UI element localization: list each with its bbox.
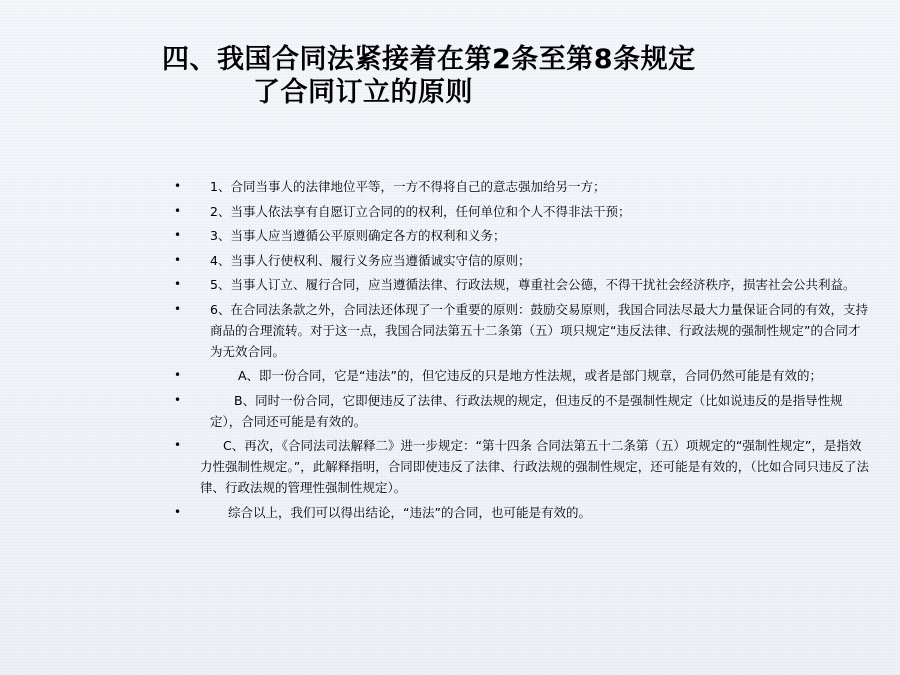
- bullet-text: 1、合同当事人的法律地位平等，一方不得将自己的意志强加给另一方；: [210, 179, 606, 194]
- bullet-marker: •: [174, 252, 182, 267]
- bullet-marker: •: [174, 203, 182, 218]
- bullet-marker: •: [174, 228, 182, 242]
- bullet-marker: •: [174, 179, 182, 193]
- bullet-marker: •: [174, 438, 182, 452]
- bullet-text: A、即一份合同，它是“违法”的，但它违反的只是地方性法规，或者是部门规章，合同仍然可能是有效的；: [238, 368, 823, 383]
- title-line-1: 四、我国合同法紧接着在第2条至第8条规定: [162, 44, 696, 75]
- bullet-text: 2、当事人依法享有自愿订立合同的的权利，任何单位和个人不得非法干预；: [210, 203, 631, 219]
- bullet-text: C、再次，《合同法司法解释二》进一步规定：“第十四条 合同法第五十二条第（五）项规定的“强制性规定”，是指效力性强制性规定。”，此解释指明，合同即使违反了法律、行政法规的强制性规定，还可能是有效的，（比如合同只违反了法律、行政法规的管理性强制性规定）。: [200, 438, 869, 495]
- bullet-item-conclusion: [170, 502, 870, 523]
- bullet-text: B、同时一份合同，它即便违反了法律、行政法规的规定，但违反的不是强制性规定（比如说违反的是指导性规定），合同还可能是有效的。: [210, 392, 843, 429]
- bullet-text: 5、当事人订立、履行合同，应当遵循法律、行政法规，尊重社会公德，不得干扰社会经济秩序，损害社会公共利益。: [210, 277, 856, 292]
- bullet-marker: •: [174, 301, 182, 316]
- bullet-text: 6、在合同法条款之外，合同法还体现了一个重要的原则：鼓励交易原则，我国合同法尽最大力量保证合同的有效，支持商品的合理流转。对于这一点，我国合同法第五十二条第（五）项只规定“违反法律、行政法规的强制性规定”的合同才为无效合同。: [210, 301, 868, 359]
- bullet-item-c: [170, 435, 870, 498]
- bullet-item-2: [170, 201, 870, 222]
- bullet-item-5: [170, 274, 870, 295]
- bullet-marker: •: [174, 504, 182, 519]
- bullet-item-b: [170, 390, 870, 432]
- bullet-text: 综合以上，我们可以得出结论，“违法”的合同，也可能是有效的。: [228, 504, 591, 520]
- bullet-item-3: [170, 225, 870, 246]
- bullet-item-4: [170, 250, 870, 271]
- bullet-item-1: [170, 176, 870, 197]
- bullet-item-6: [170, 299, 870, 362]
- bullet-marker: •: [174, 368, 182, 382]
- bullet-text: 3、当事人应当遵循公平原则确定各方的权利和义务；: [210, 228, 506, 243]
- bullet-text: 4、当事人行使权利、履行义务应当遵循诚实守信的原则；: [210, 252, 531, 268]
- title-line-2: 了合同订立的原则: [253, 77, 473, 108]
- bullet-list: [170, 176, 870, 526]
- bullet-marker: •: [174, 277, 182, 291]
- bullet-item-a: [170, 365, 870, 386]
- bullet-marker: •: [174, 392, 182, 407]
- slide-title: [162, 43, 802, 109]
